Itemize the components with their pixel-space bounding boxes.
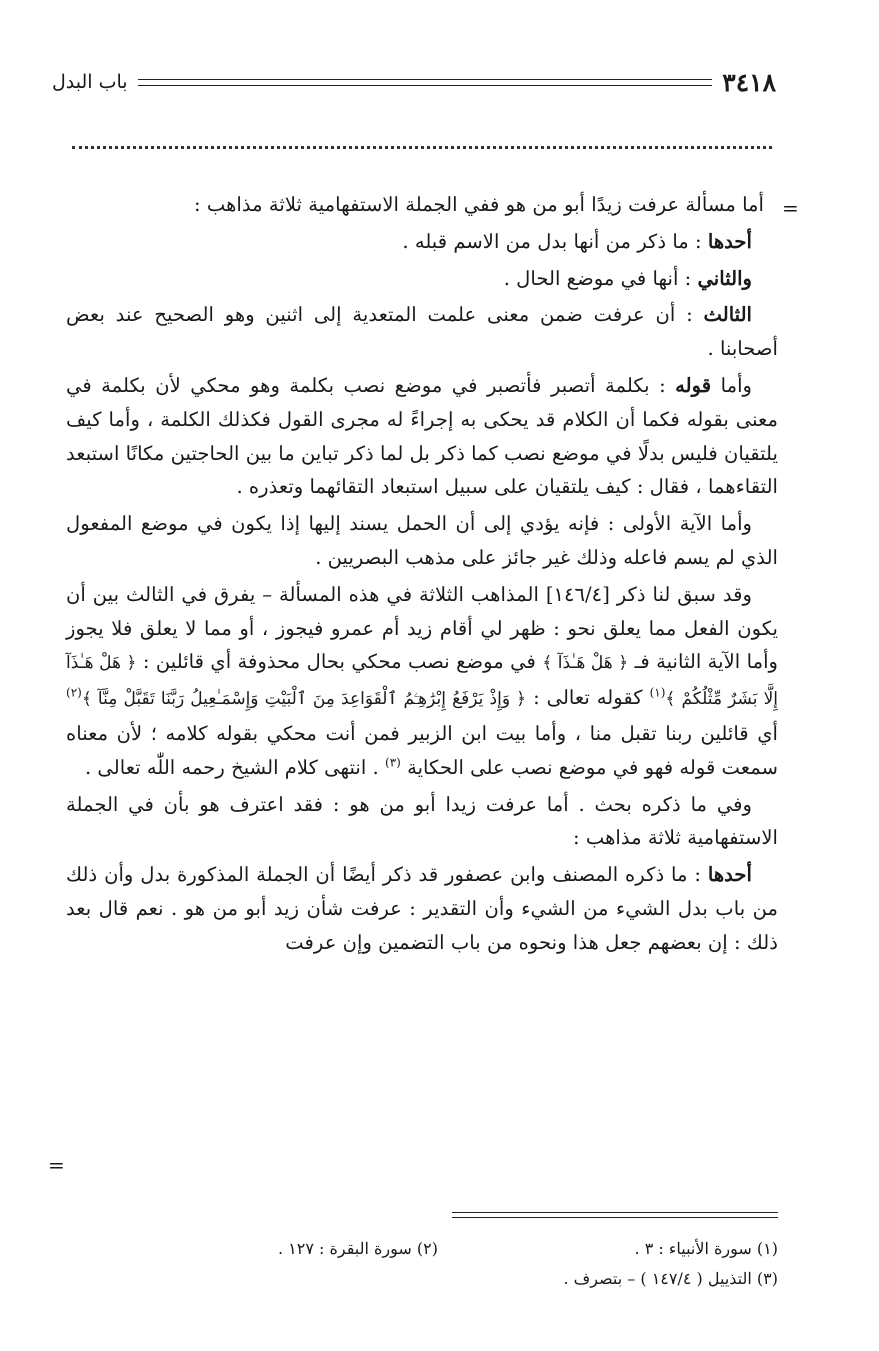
quran-quote-2: ﴿ هَلْ هَـٰذَآ إِلَّا بَشَرٌ مِّثْلُكُمْ ﴾ [66, 653, 779, 710]
paragraph-discussion [66, 788, 778, 856]
page-header [52, 62, 776, 102]
first-verse-text: وأما الآية الأولى : فإنه يؤدي إلى أن الحمل يسند إليها إذا يكون في موضع المفعول الذي لم يسم فاعله وذلك غير جائز على مذهب البصريين . [66, 512, 778, 569]
footnote-ref-3[interactable]: (٣) [385, 755, 401, 770]
footnote-2: (٢) سورة البقرة : ١٢٧ . [277, 1239, 438, 1258]
footnote-row-1 [160, 1234, 778, 1264]
paragraph-1 [66, 188, 778, 222]
paragraph-first-verse [66, 507, 778, 575]
text-segment-d: أي قائلين ربنا تقبل منا ، وأما بيت ابن الزبير فمن أنت محكي بقوله كلامه ؛ لأن معناه سمعت قوله فهو في موضع نصب على الحكاية [66, 721, 778, 779]
footnote-3: (٣) التذييل ( ١٤٧/٤ ) – بتصرف . [563, 1269, 778, 1288]
label-first-2: أحدها [707, 863, 752, 887]
his-saying-prefix: وأما [711, 373, 752, 397]
quran-quote-1: ﴿ هَلْ هَـٰذَآ ﴾ [542, 653, 629, 674]
page-number: ٣٤١٨ [722, 67, 776, 97]
first-view-text: : ما ذكر من أنها بدل من الاسم قبله . [402, 229, 708, 253]
footnote-ref-1[interactable]: (١) [649, 685, 666, 700]
main-text [66, 188, 778, 963]
text-segment-e: . انتهى كلام الشيخ رحمه اللّٰه تعالى . [84, 755, 386, 779]
footnote-separator [452, 1212, 778, 1218]
footnotes [160, 1234, 778, 1294]
text-segment-b: في موضع نصب محكي بحال محذوفة أي قائلين : [136, 650, 543, 674]
text-segment-a: وقد سبق لنا ذكر [١٤٦/٤] المذاهب الثلاثة في هذه المسألة – يفرق في الثالث بين أن يكون الفعل مما يعلق نحو : ظهر لي أقام زيد أم عمرو فيجوز ، أو مما لا يعلق فلا يجوز وأما الآية الثانية فـ [66, 582, 779, 674]
continuation-mark-top: = [782, 196, 799, 220]
paragraph-his-saying [66, 369, 778, 504]
paragraph-previous-mention [66, 578, 778, 785]
paragraph-second-view [66, 262, 778, 296]
chapter-title: باب البدل [52, 71, 128, 93]
quran-quote-3: ﴿ وَإِذْ يَرْفَعُ إِبْرَٰهِـۧمُ ٱلْقَوَاعِدَ مِنَ ٱلْبَيْتِ وَإِسْمَـٰعِيلُ رَبَّنَا تَقَبَّلْ مِنَّآ ﴾ [81, 689, 527, 710]
label-second: والثاني [697, 266, 752, 290]
discussion-text: وفي ما ذكره بحث . أما عرفت زيدا أبو من هو : فقد اعترف هو بأن في الجملة الاستفهامية ثلاثة مذاهب : [66, 792, 778, 850]
footnote-1: (١) سورة الأنبياء : ٣ . [634, 1239, 778, 1258]
his-saying-text: : بكلمة أتصبر فأتصبر في موضع نصب بكلمة وهو محكي لأن بكلمة في معنى بقوله فكما أن الكلام قد يحكى به إجراءً له مجرى القول فكذلك الكلمة ، وأما كيف يلتقيان فليس بدلًا في موضع نصب كما ذكر بل لما ذكر تباين ما بين الحاجتين مكانًا استبعد التقاءهما ، فقال : كيف يلتقيان على سبيل استبعاد التقائهما وتعذره . [66, 373, 778, 499]
text-segment-c: كقوله تعالى : [526, 686, 650, 710]
footnote-row-2 [160, 1264, 778, 1294]
third-view-text: : أن عرفت ضمن معنى علمت المتعدية إلى اثنين وهو الصحيح عند بعض أصحابنا . [66, 303, 778, 361]
paragraph-first-view-2 [66, 858, 778, 959]
first-view-2-text: : ما ذكره المصنف وابن عصفور قد ذكر أيضًا أن الجملة المذكورة بدل وأن ذلك من باب بدل الشيء من الشيء وأن التقدير : عرفت شأن زيد أبو من هو . نعم قال بعد ذلك : إن بعضهم جعل هذا ونحوه من باب التضمين وإن عرفت [66, 863, 778, 954]
paragraph-1-text: أما مسألة عرفت زيدًا أبو من هو ففي الجملة الاستفهامية ثلاثة مذاهب : [194, 193, 764, 216]
header-double-rule [138, 79, 713, 86]
label-third: الثالث [703, 303, 752, 327]
label-first: أحدها [707, 229, 752, 253]
dotted-separator [72, 146, 772, 149]
footnote-ref-2[interactable]: (٢) [66, 685, 82, 700]
label-his-saying: قوله [675, 373, 712, 397]
second-view-text: : أنها في موضع الحال . [503, 266, 698, 290]
continuation-mark-bottom: = [48, 1153, 65, 1177]
paragraph-first-view [66, 225, 778, 259]
paragraph-third-view [66, 298, 778, 366]
